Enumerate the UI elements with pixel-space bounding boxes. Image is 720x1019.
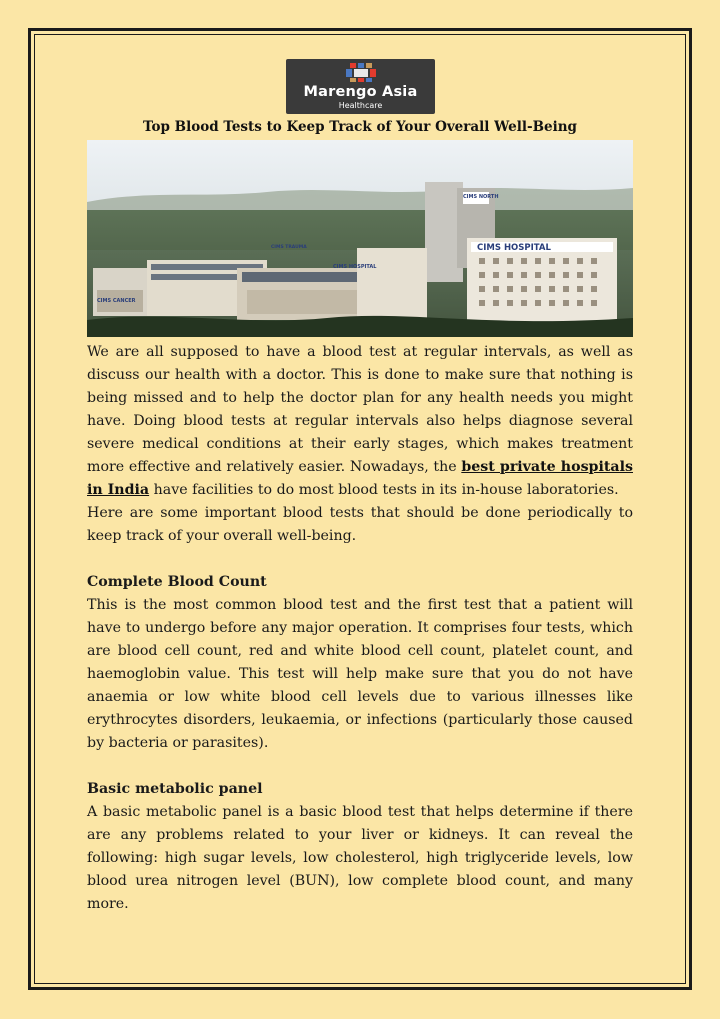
- logo-subtitle: Healthcare: [338, 101, 383, 110]
- hospital-campus-photo: [87, 140, 633, 337]
- best-private-hospitals-link[interactable]: best private hospitals in India: [87, 459, 633, 498]
- article-body: [87, 341, 633, 916]
- section-heading-complete-blood-count: Complete Blood Count: [87, 574, 267, 590]
- marengo-asia-logo: [286, 59, 435, 114]
- sign-cims-cancer: CIMS CANCER: [97, 298, 136, 304]
- paragraph-gap: [87, 755, 633, 778]
- intro-paragraph-2: Here are some important blood tests that should be done periodically to keep track of your overall well-being.: [87, 505, 633, 544]
- sign-cims-trauma: CIMS TRAUMA: [271, 245, 307, 250]
- section-body-complete-blood-count: This is the most common blood test and the first test that a patient will have to undergo before any major operation. It comprises four tests, which are blood cell count, red and white blood cell count, platelet count, and haemoglobin value. This test will help make sure that you do not have anaemia or low white blood cell levels due to various illnesses like erythrocytes disorders, leukaemia, or infections (particularly those caused by bacteria or parasites).: [87, 597, 633, 751]
- section-heading-basic-metabolic-panel: Basic metabolic panel: [87, 781, 263, 797]
- page-title: Top Blood Tests to Keep Track of Your Overall Well-Being: [143, 119, 577, 135]
- sign-cims-north: CIMS NORTH: [463, 194, 499, 200]
- sign-cims-hospital-small: CIMS HOSPITAL: [333, 264, 377, 270]
- section-body-basic-metabolic-panel: A basic metabolic panel is a basic blood test that helps determine if there are any problems related to your liver or kidneys. It can reveal the following: high sugar levels, low cholesterol, high triglyceride levels, low blood urea nitrogen level (BUN), low complete blood count, and many more.: [87, 804, 633, 912]
- logo-name: Marengo Asia: [303, 84, 418, 100]
- intro-paragraph: [87, 341, 633, 502]
- sign-cims-hospital-main: CIMS HOSPITAL: [477, 243, 551, 253]
- intro-text-after-link: have facilities to do most blood tests in its in-house laboratories.: [149, 482, 619, 498]
- paragraph-gap: [87, 548, 633, 571]
- intro-text-before-link: We are all supposed to have a blood test at regular intervals, as well as discuss our health with a doctor. This is done to make sure that nothing is being missed and to help the doctor plan for any health needs you might have. Doing blood tests at regular intervals also helps diagnose several severe medical conditions at their early stages, which makes treatment more effective and relatively easier. Nowadays, the: [87, 344, 633, 475]
